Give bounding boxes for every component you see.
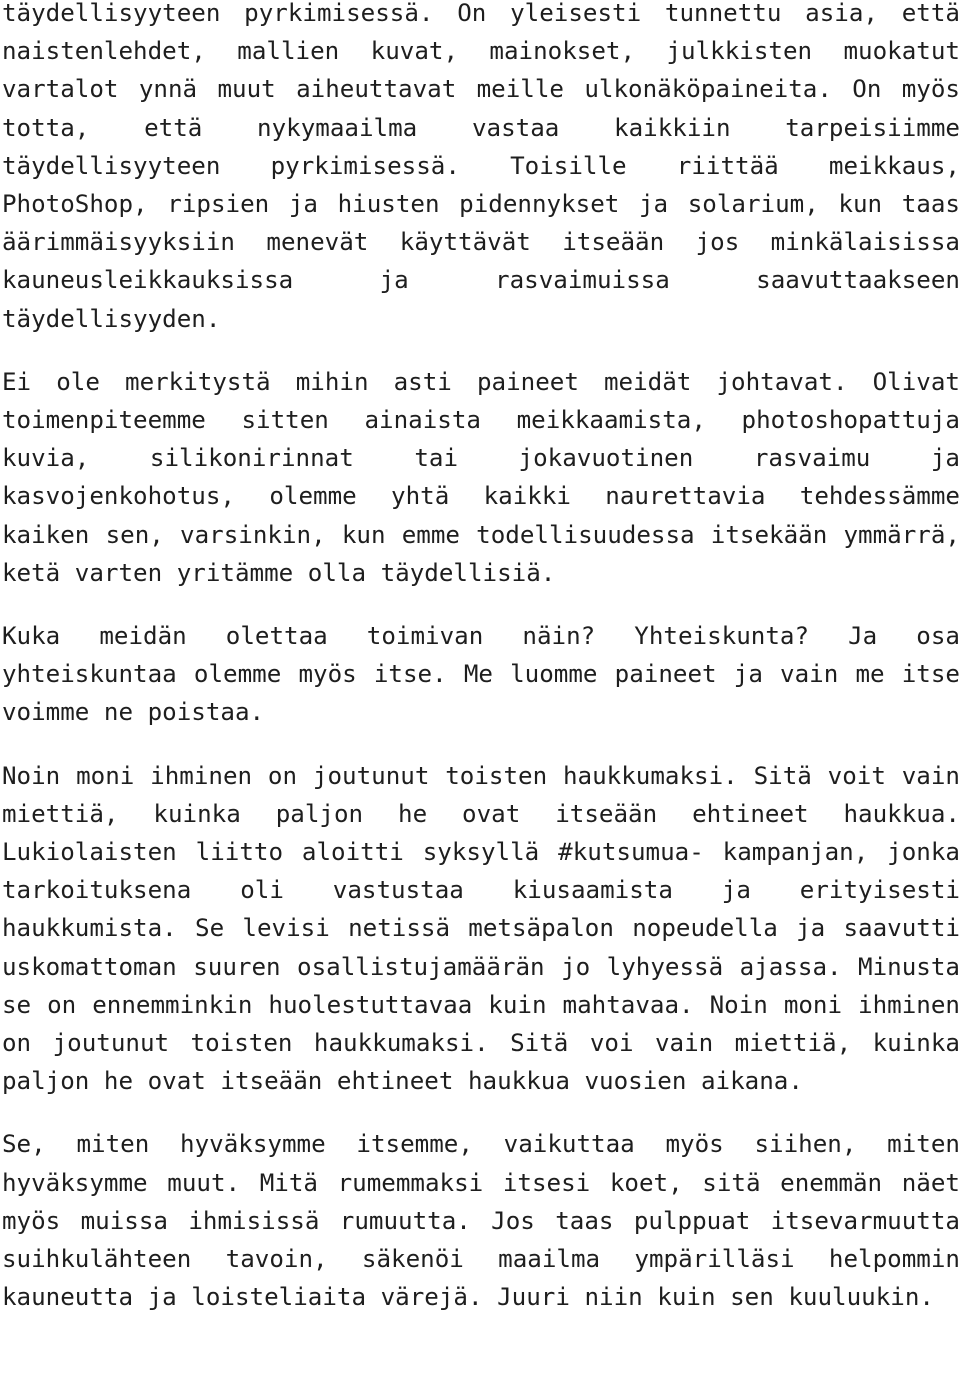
paragraph-2: Ei ole merkitystä mihin asti paineet meidät johtavat. Olivat toimenpiteemme sitten ainaista meikkaamista, photoshopattuja kuvia, silikonirinnat tai jokavuotinen rasvaimu ja kasvojenkohotus, olemme yhtä kaikki naurettavia tehdessämme kaiken sen, varsinkin, kun emme todellisuudessa itsekään ymmärrä, ketä varten yritämme olla täydellisiä. <box>2 367 960 587</box>
paragraph-3: Kuka meidän olettaa toimivan näin? Yhteiskunta? Ja osa yhteiskuntaa olemme myös itse. Me luomme paineet ja vain me itse voimme ne poistaa. <box>2 622 960 727</box>
paragraph-5: Se, miten hyväksymme itsemme, vaikuttaa myös siihen, miten hyväksymme muut. Mitä rumemmaksi itsesi koet, sitä enemmän näet myös muissa ihmisissä rumuutta. Jos taas pulppuat itsevarmuutta suihkulähteen tavoin, säkenöi maailma ympärilläsi helpommin kauneutta ja loisteliaita värejä. Juuri niin kuin sen kuuluukin. <box>2 1130 960 1312</box>
article-body <box>2 0 960 1317</box>
paragraph-4: Noin moni ihminen on joutunut toisten haukkumaksi. Sitä voit vain miettiä, kuinka paljon he ovat itseään ehtineet haukkua. Lukiolaisten liitto aloitti syksyllä #kutsumua- kampanjan, jonka tarkoituksena oli vastustaa kiusaamista ja erityisesti haukkumista. Se levisi netissä metsäpalon nopeudella ja saavutti uskomattoman suuren osallistujamäärän jo lyhyessä ajassa. Minusta se on ennemminkin huolestuttavaa kuin mahtavaa. Noin moni ihminen on joutunut toisten haukkumaksi. Sitä voi vain miettiä, kuinka paljon he ovat itseään ehtineet haukkua vuosien aikana. <box>2 761 960 1096</box>
paragraph-1: täydellisyyteen pyrkimisessä. On yleisesti tunnettu asia, että naistenlehdet, mallien kuvat, mainokset, julkkisten muokatut vartalot ynnä muut aiheuttavat meille ulkonäköpaineita. On myös totta, että nykymaailma vastaa kaikkiin tarpeisiimme täydellisyyteen pyrkimisessä. Toisille riittää meikkaus, PhotoShop, ripsien ja hiusten pidennykset ja solarium, kun taas äärimmäisyyksiin menevät käyttävät itseään jos minkälaisissa kauneusleikkauksissa ja rasvaimuissa saavuttaakseen täydellisyyden. <box>2 0 960 333</box>
